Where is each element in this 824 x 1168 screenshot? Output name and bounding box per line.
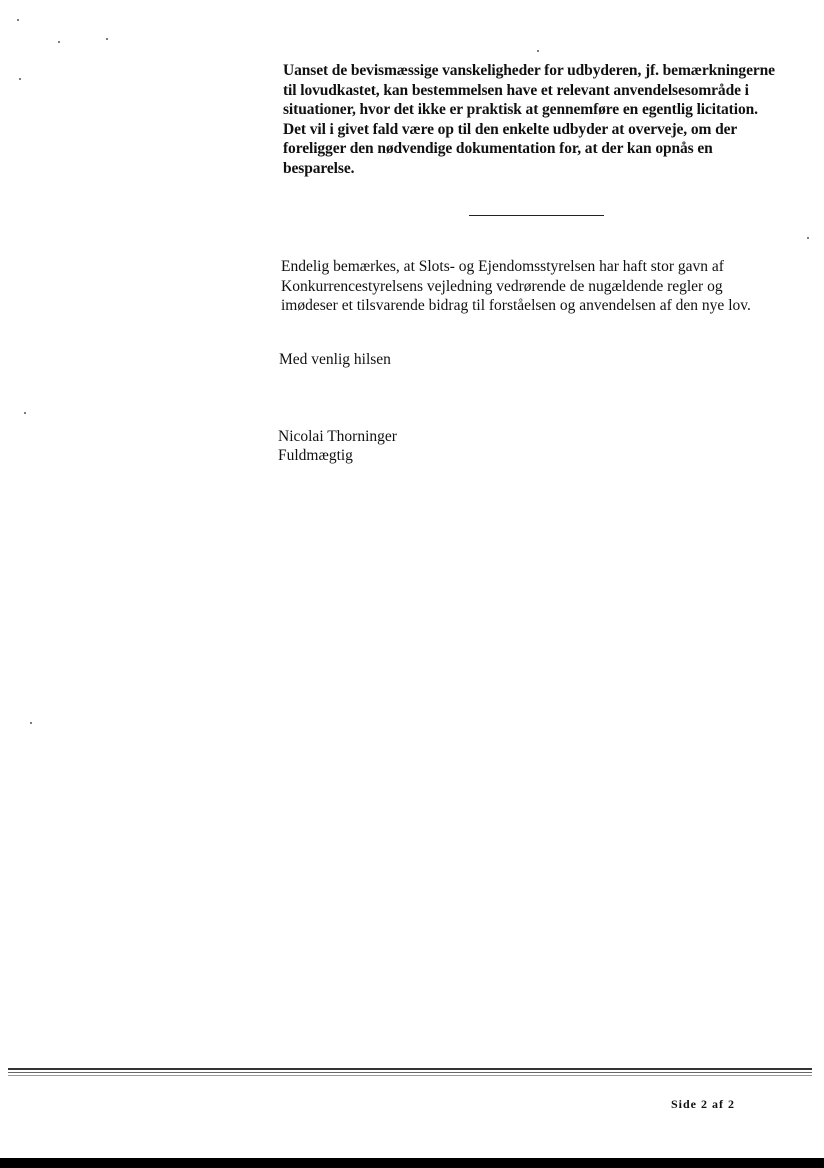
section-separator: [469, 215, 604, 216]
scan-edge-bar: [0, 1158, 824, 1168]
body-paragraph-2: Endelig bemærkes, at Slots- og Ejendomsstyrelsen har haft stor gavn af Konkurrencestyrelsens vejledning vedrørende de nugældende regler og imødeser et tilsvarende bidrag til forståelsen og anvendelsen af den nye lov.: [281, 258, 751, 314]
scan-speck: [106, 38, 108, 40]
signatory-title: Fuldmægtig: [278, 447, 353, 464]
signature-block: [278, 427, 397, 465]
scan-speck: [537, 50, 539, 52]
closing-salutation: Med venlig hilsen: [279, 351, 391, 368]
scan-speck: [24, 412, 26, 414]
body-paragraph-1: Uanset de bevismæssige vanskeligheder for udbyderen, jf. bemærkningerne til lovudkastet, kan bestemmelsen have et relevant anvendelsesområde i situationer, hvor det ikke er praktisk at gennemføre en egentlig licitation. Det vil i givet fald være op til den enkelte udbyder at overveje, om der foreligger den nødvendige dokumentation for, at der kan opnås en besparelse.: [283, 62, 775, 177]
scan-speck: [58, 41, 60, 43]
scan-speck: [807, 237, 809, 239]
scan-speck: [19, 78, 21, 80]
signatory-name: Nicolai Thorninger: [278, 428, 397, 445]
scan-speck: [30, 722, 32, 724]
page-number: Side 2 af 2: [671, 1097, 736, 1111]
scan-speck: [17, 19, 19, 21]
footer-rule: [8, 1072, 812, 1073]
footer-rule: [8, 1075, 812, 1076]
footer-rule: [8, 1068, 812, 1070]
